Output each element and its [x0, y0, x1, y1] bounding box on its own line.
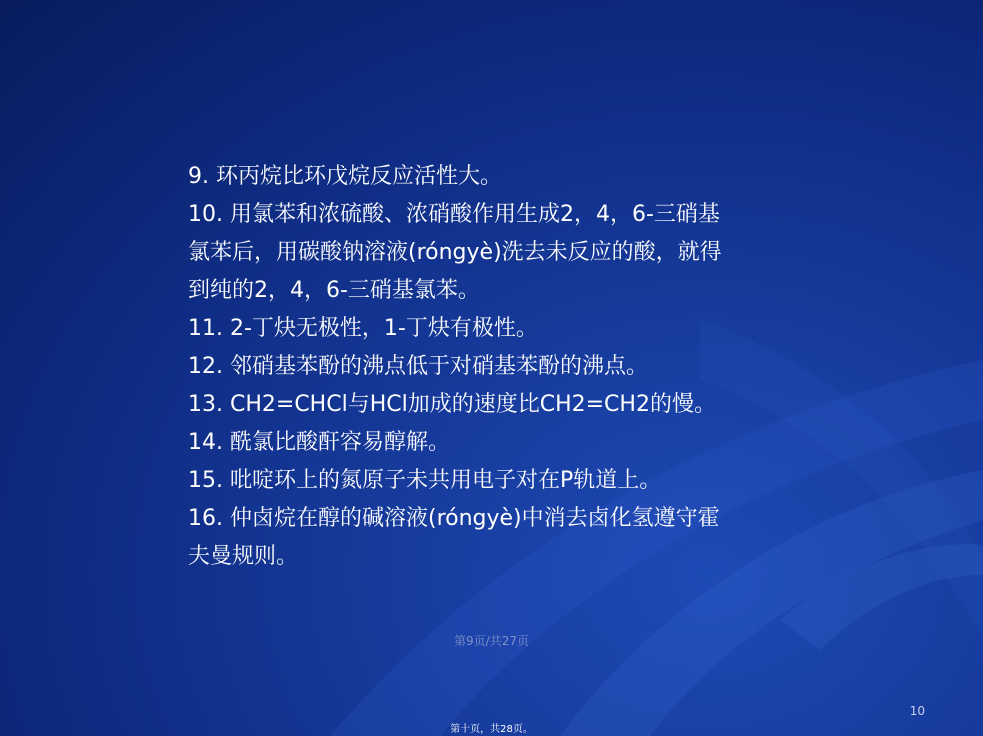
statement-list [188, 158, 828, 576]
statement-line: 13. CH2=CHCl与HCl加成的速度比CH2=CH2的慢。 [188, 392, 716, 417]
statement-line: 16. 仲卤烷在醇的碱溶液(róngyè)中消去卤化氢遵守霍 [188, 506, 720, 531]
slide-number: 10 [909, 704, 925, 718]
statement-line: 15. 吡啶环上的氮原子未共用电子对在P轨道上。 [188, 468, 662, 493]
page-footer-text: 第十页，共28页。 [450, 724, 533, 735]
statement-line: 14. 酰氯比酸酐容易醇解。 [188, 430, 450, 455]
statement-line: 10. 用氯苯和浓硫酸、浓硝酸作用生成2，4，6-三硝基 [188, 202, 720, 227]
statement-line: 夫曼规则。 [188, 544, 299, 569]
statement-line: 12. 邻硝基苯酚的沸点低于对硝基苯酚的沸点。 [188, 354, 648, 379]
statement-line: 9. 环丙烷比环戊烷反应活性大。 [188, 164, 502, 189]
statement-line: 到纯的2，4，6-三硝基氯苯。 [188, 278, 480, 303]
statement-line: 11. 2-丁炔无极性，1-丁炔有极性。 [188, 316, 538, 341]
page-indicator: 第9页/共27页 [454, 634, 529, 648]
statement-line: 氯苯后，用碳酸钠溶液(róngyè)洗去未反应的酸，就得 [188, 240, 722, 265]
